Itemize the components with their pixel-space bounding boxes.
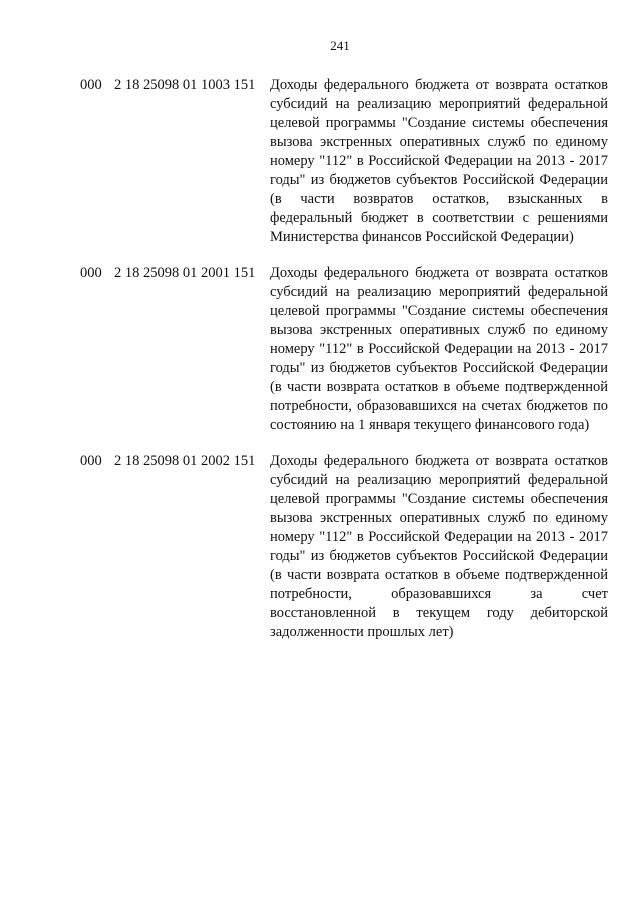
classification-code: 2 18 25098 01 1003 151	[114, 77, 256, 93]
admin-code: 000	[80, 77, 102, 93]
list-item	[80, 452, 608, 642]
entries-list	[80, 76, 608, 659]
entry-description: Доходы федерального бюджета от возврата остатков субсидий на реализацию мероприятий федеральной целевой программы "Создание системы обеспечения вызова экстренных оперативных служб по единому номеру "112" в Российской Федерации на 2013 - 2017 годы" из бюджетов субъектов Российской Федерации (в части возврата остатков в объеме подтвержденной потребности, образовавшихся на счетах бюджетов по состоянию на 1 января текущего финансового года)	[270, 265, 608, 433]
page-number: 241	[330, 38, 350, 53]
entry-description: Доходы федерального бюджета от возврата остатков субсидий на реализацию мероприятий федеральной целевой программы "Создание системы обеспечения вызова экстренных оперативных служб по единому номеру "112" в Российской Федерации на 2013 - 2017 годы" из бюджетов субъектов Российской Федерации (в части возвратов остатков, взысканных в федеральный бюджет в соответствии с решениями Министерства финансов Российской Федерации)	[270, 77, 608, 245]
classification-code: 2 18 25098 01 2002 151	[114, 453, 256, 469]
admin-code: 000	[80, 453, 102, 469]
admin-code: 000	[80, 265, 102, 281]
list-item	[80, 264, 608, 435]
entry-description: Доходы федерального бюджета от возврата остатков субсидий на реализацию мероприятий федеральной целевой программы "Создание системы обеспечения вызова экстренных оперативных служб по единому номеру "112" в Российской Федерации на 2013 - 2017 годы" из бюджетов субъектов Российской Федерации (в части возврата остатков в объеме подтвержденной потребности, образовавшихся за счет восстановленной в текущем году дебиторской задолженности прошлых лет)	[270, 453, 608, 640]
classification-code: 2 18 25098 01 2001 151	[114, 265, 256, 281]
list-item	[80, 76, 608, 247]
